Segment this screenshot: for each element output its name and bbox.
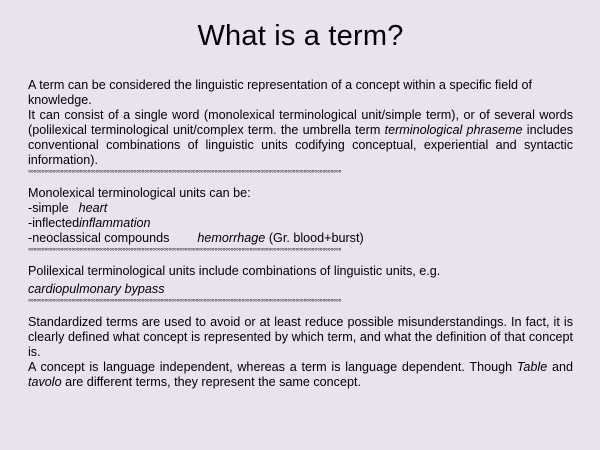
mono-item-simple: [28, 201, 573, 216]
poly-example-line: [28, 282, 573, 297]
mono-item-label: -inflected: [28, 216, 80, 230]
separator-1: °°°°°°°°°°°°°°°°°°°°°°°°°°°°°°°°°°°°°°°°°°°°°°°°°°°°°°°°°°°°°°°°°°°°°°°°°°°°°°°°°°°°°°°°°°°°°°°°°°°°°°°°°°°°°°°°°°°°: [28, 169, 342, 178]
mono-item-example: inflammation: [79, 216, 151, 230]
language-and: and: [547, 360, 573, 374]
slide-body: [28, 78, 573, 390]
mono-item-extra: (Gr. blood+burst): [265, 231, 364, 245]
term-tavolo: tavolo: [28, 375, 62, 389]
separator-3: °°°°°°°°°°°°°°°°°°°°°°°°°°°°°°°°°°°°°°°°°°°°°°°°°°°°°°°°°°°°°°°°°°°°°°°°°°°°°°°°°°°°°°°°°°°°°°°°°°°°°°°°°°°°°°°°°°°°: [28, 298, 342, 307]
term-table: Table: [516, 360, 548, 374]
mono-heading: Monolexical terminological units can be:: [28, 186, 251, 200]
mono-item-example: hemorrhage: [197, 231, 266, 245]
phraseme-term: terminological phraseme: [384, 123, 523, 137]
mono-item-label: -neoclassical compounds: [28, 231, 170, 245]
mono-item-inflected: [28, 216, 573, 231]
composition-text-b: includes conventional combinations of linguistic units codifying conceptual, experiential and syntactic information).: [28, 123, 573, 167]
standardized-paragraph: Standardized terms are used to avoid or at least reduce possible misunderstandings. In fact, it is clearly defined what concept is represented by which term, and what the definition of that concept is.: [28, 315, 573, 359]
poly-example: cardiopulmonary bypass: [28, 282, 165, 296]
mono-item-label: -simple: [28, 201, 69, 215]
language-text-b: are different terms, they represent the same concept.: [61, 375, 361, 389]
mono-item-neoclassical: [28, 231, 573, 246]
slide-title: What is a term?: [197, 20, 404, 52]
separator-2: °°°°°°°°°°°°°°°°°°°°°°°°°°°°°°°°°°°°°°°°°°°°°°°°°°°°°°°°°°°°°°°°°°°°°°°°°°°°°°°°°°°°°°°°°°°°°°°°°°°°°°°°°°°°°°°°°°°°: [28, 247, 342, 256]
poly-line: Polilexical terminological units include combinations of linguistic units, e.g.: [28, 264, 441, 278]
composition-text-a: It can consist of a single word (monolexical terminological unit/simple term), or of several words (polilexical terminological unit/complex term. the umbrella term: [28, 108, 573, 137]
language-paragraph: [28, 360, 573, 390]
language-text-a: A concept is language independent, whereas a term is language dependent. Though: [28, 360, 517, 374]
definition-paragraph: A term can be considered the linguistic representation of a concept within a specific field of knowledge.: [28, 78, 533, 107]
composition-paragraph: [28, 108, 573, 168]
mono-item-example: heart: [78, 201, 108, 215]
